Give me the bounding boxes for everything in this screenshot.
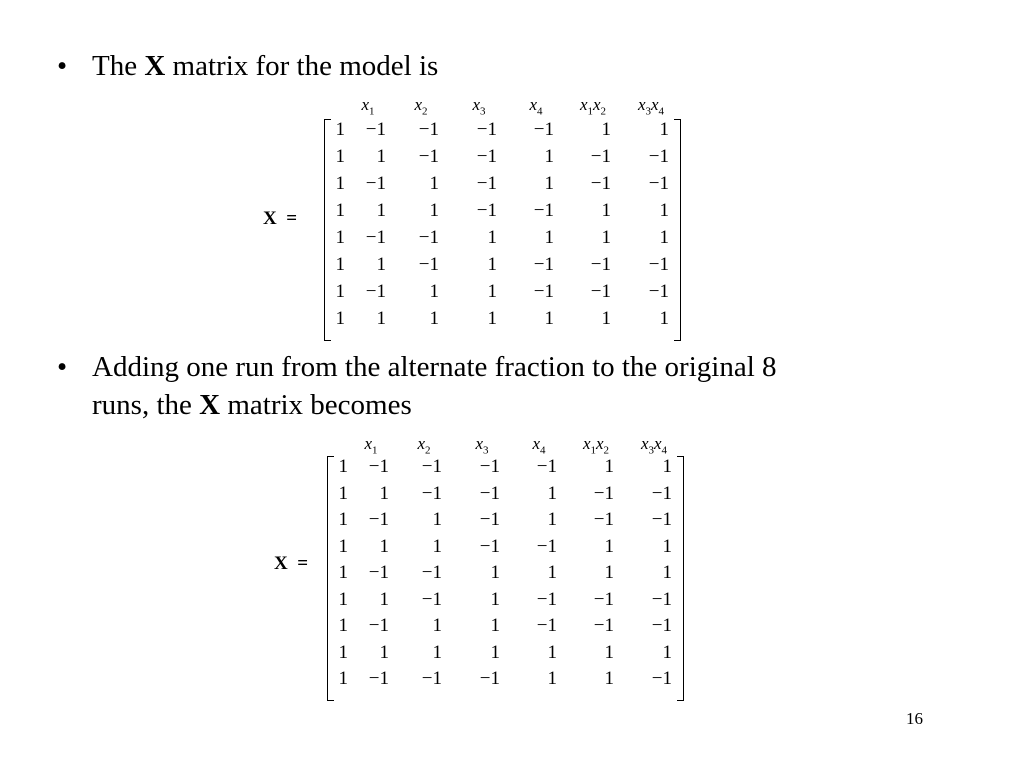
- matrix-cell: 1: [604, 535, 614, 557]
- matrix-cell: 1: [490, 588, 500, 610]
- matrix-cell: −1: [533, 200, 554, 221]
- matrix-cell: −1: [476, 200, 497, 221]
- bullet-1-text-end: matrix for the model is: [165, 50, 439, 82]
- bullet-dot: •: [57, 50, 68, 82]
- matrix-cell: −1: [648, 146, 669, 167]
- matrix-cell: 1: [490, 615, 500, 636]
- matrix-cell: −1: [476, 173, 497, 194]
- matrix-cell: −1: [590, 173, 611, 194]
- matrix-cell: −1: [418, 119, 439, 140]
- matrix-cell: 1: [376, 308, 386, 329]
- matrix-cell: 1: [335, 200, 345, 221]
- matrix-cell: 1: [338, 588, 348, 610]
- bullet-2-line-2: [92, 388, 412, 422]
- matrix-cell: −1: [479, 456, 500, 477]
- matrix-cell: 1: [338, 509, 348, 530]
- matrix-cell: 1: [429, 200, 439, 221]
- matrix-cell: 1: [662, 562, 672, 583]
- matrix-cell: 1: [601, 200, 611, 221]
- matrix-cell: −1: [479, 535, 500, 557]
- matrix-cell: 1: [547, 509, 557, 530]
- column-header: $x_4$: [532, 434, 546, 457]
- matrix-cell: 1: [487, 281, 497, 302]
- matrix-cell: 1: [429, 173, 439, 194]
- bullet-dot: •: [57, 351, 68, 383]
- matrix-cell: −1: [479, 509, 500, 530]
- matrix-cell: 1: [662, 535, 672, 557]
- matrix-cell: 1: [335, 227, 345, 248]
- column-header: $x_2$: [417, 434, 431, 457]
- matrix-cell: 1: [432, 509, 442, 530]
- matrix-cell: 1: [335, 308, 345, 329]
- matrix-cell: 1: [429, 281, 439, 302]
- matrix-cell: −1: [593, 509, 614, 530]
- matrix-cell: −1: [651, 615, 672, 636]
- column-header: $x_1$: [364, 434, 378, 457]
- matrix-cell: −1: [536, 615, 557, 636]
- matrix-cell: −1: [533, 119, 554, 140]
- matrix-cell: −1: [536, 588, 557, 610]
- matrix-cell: −1: [368, 456, 389, 477]
- matrix-cell: −1: [421, 588, 442, 610]
- matrix-cell: 1: [432, 615, 442, 636]
- column-header: $x_1x_2$: [582, 434, 610, 457]
- matrix-cell: −1: [421, 668, 442, 689]
- matrix-cell: −1: [593, 615, 614, 636]
- matrix-cell: 1: [544, 173, 554, 194]
- matrix-cell: 1: [662, 456, 672, 477]
- matrix-cell: −1: [368, 668, 389, 689]
- column-header: $x_1x_2$: [579, 95, 607, 118]
- matrix-cell: 1: [338, 562, 348, 583]
- matrix-cell: −1: [651, 509, 672, 530]
- matrix-cell: −1: [648, 173, 669, 194]
- matrix-cell: −1: [368, 615, 389, 636]
- matrix-cell: −1: [421, 482, 442, 504]
- bullet-1-text: [92, 49, 438, 83]
- matrix-cell: 1: [490, 562, 500, 583]
- matrix-cell: 1: [547, 482, 557, 504]
- matrix-cell: −1: [651, 588, 672, 610]
- matrix-cell: −1: [479, 482, 500, 504]
- matrix-cell: 1: [338, 668, 348, 689]
- matrix-cell: 1: [338, 456, 348, 477]
- matrix-cell: 1: [376, 200, 386, 221]
- matrix-right-bracket: [677, 456, 684, 701]
- matrix-cell: −1: [651, 668, 672, 689]
- matrix-cell: −1: [421, 456, 442, 477]
- matrix-cell: 1: [432, 535, 442, 557]
- matrix-cell: −1: [536, 456, 557, 477]
- bullet-2-bold-x: X: [199, 389, 221, 421]
- matrix-cell: 1: [338, 641, 348, 663]
- matrix-cell: −1: [418, 146, 439, 167]
- matrix-cell: −1: [590, 254, 611, 275]
- matrix-cell: 1: [604, 562, 614, 583]
- matrix-label: X =: [263, 208, 298, 229]
- matrix-cell: −1: [476, 119, 497, 140]
- matrix-cell: 1: [659, 308, 669, 329]
- matrix-label: X =: [274, 553, 309, 574]
- matrix-cell: 1: [338, 615, 348, 636]
- matrix-cell: 1: [487, 254, 497, 275]
- matrix-cell: −1: [368, 562, 389, 583]
- bullet-2-line-2-end: matrix becomes: [220, 389, 412, 421]
- matrix-cell: 1: [601, 227, 611, 248]
- matrix-cell: −1: [365, 173, 386, 194]
- matrix-cell: 1: [429, 308, 439, 329]
- matrix-cell: 1: [487, 308, 497, 329]
- matrix-cell: −1: [648, 254, 669, 275]
- column-header: $x_3$: [475, 434, 489, 457]
- matrix-cell: 1: [604, 456, 614, 477]
- matrix-cell: 1: [335, 173, 345, 194]
- matrix-cell: 1: [547, 641, 557, 663]
- matrix-cell: −1: [421, 562, 442, 583]
- matrix-cell: −1: [593, 482, 614, 504]
- matrix-cell: 1: [338, 482, 348, 504]
- page-number: 16: [906, 709, 923, 728]
- matrix-cell: 1: [379, 535, 389, 557]
- matrix-cell: 1: [335, 119, 345, 140]
- bullet-1-text-start: The: [92, 50, 145, 82]
- bullet-1-bold-x: X: [144, 50, 166, 82]
- matrix-cell: 1: [487, 227, 497, 248]
- matrix-cell: 1: [659, 119, 669, 140]
- column-header: $x_1$: [361, 95, 375, 118]
- matrix-cell: 1: [604, 641, 614, 663]
- matrix-cell: 1: [604, 668, 614, 689]
- matrix-cell: −1: [593, 588, 614, 610]
- matrix-cell: 1: [335, 281, 345, 302]
- matrix-cell: 1: [376, 254, 386, 275]
- matrix-cell: −1: [590, 146, 611, 167]
- matrix-left-bracket: [324, 119, 331, 341]
- column-header: $x_3x_4$: [640, 434, 668, 457]
- bullet-2-line-1: Adding one run from the alternate fraction to the original 8: [92, 351, 777, 383]
- matrix-cell: 1: [547, 668, 557, 689]
- matrix-cell: 1: [379, 588, 389, 610]
- matrix-cell: 1: [601, 308, 611, 329]
- matrix-cell: −1: [368, 509, 389, 530]
- matrix-cell: −1: [533, 281, 554, 302]
- matrix-cell: −1: [536, 535, 557, 557]
- matrix-cell: 1: [335, 146, 345, 167]
- matrix-cell: 1: [379, 641, 389, 663]
- matrix-cell: −1: [651, 482, 672, 504]
- matrix-left-bracket: [327, 456, 334, 701]
- matrix-right-bracket: [674, 119, 681, 341]
- column-header: $x_3x_4$: [637, 95, 665, 118]
- column-header: $x_4$: [529, 95, 543, 118]
- matrix-cell: 1: [601, 119, 611, 140]
- matrix-cell: 1: [662, 641, 672, 663]
- matrix-cell: 1: [544, 308, 554, 329]
- matrix-cell: 1: [544, 227, 554, 248]
- matrix-cell: −1: [648, 281, 669, 302]
- matrix-cell: −1: [476, 146, 497, 167]
- matrix-cell: 1: [338, 535, 348, 557]
- matrix-cell: −1: [365, 281, 386, 302]
- matrix-cell: −1: [479, 668, 500, 689]
- matrix-cell: 1: [490, 641, 500, 663]
- matrix-cell: 1: [659, 200, 669, 221]
- matrix-cell: −1: [418, 254, 439, 275]
- column-header: $x_2$: [414, 95, 428, 118]
- matrix-cell: −1: [418, 227, 439, 248]
- matrix-cell: 1: [379, 482, 389, 504]
- matrix-cell: −1: [365, 119, 386, 140]
- matrix-cell: 1: [547, 562, 557, 583]
- column-header: $x_3$: [472, 95, 486, 118]
- matrix-cell: −1: [365, 227, 386, 248]
- matrix-cell: −1: [590, 281, 611, 302]
- matrix-cell: 1: [659, 227, 669, 248]
- bullet-2-line-2-start: runs, the: [92, 389, 200, 421]
- matrix-cell: 1: [335, 254, 345, 275]
- matrix-cell: 1: [544, 146, 554, 167]
- matrix-cell: 1: [376, 146, 386, 167]
- matrix-cell: −1: [533, 254, 554, 275]
- matrix-cell: 1: [432, 641, 442, 663]
